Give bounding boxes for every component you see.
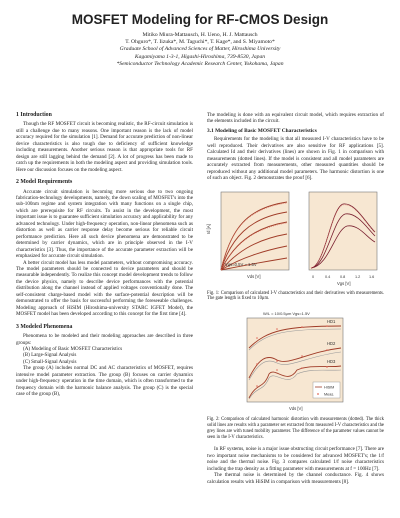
author-line: T. Ohguro*, T. Iizuka*, M. Taguchi*, T. Kage*, and S. Miyamoto* [125,39,275,46]
section-heading: 2 Model Requirements [16,179,73,186]
legend-item: Meas. [324,392,335,397]
section-heading: 1 Introduction [16,112,52,118]
list-item: (A) Modeling of Basic MOSFET Characteristics [23,345,123,352]
hd3-label: HD3 [327,359,336,365]
figure-2-caption: Fig. 2: Comparison of calculated harmonic distortion with measurements (dotted). The thick solid lines are results with a parameter set extracted from measured I-V characteristics and the grey lines are with tuned mobility parameter. The difference of the parameter values cannot be seen in the I-V characteristics. [207,417,384,440]
author-line: Mitiko Miura-Mattausch, H. Ueno, H. J. Mattausch [142,32,258,38]
figure-1-caption: Fig. 1: Comparison of calculated I-V characteristics and their derivatives with measurements. The gate length is fixed to 10μm. [207,290,384,302]
legend-item: HiSIM [324,385,335,390]
annotation: Vgs=0.5V ~ 1.5V [225,261,257,267]
y-axis-label: Id [A] [206,223,211,234]
address-line: Kagamiyama 1-3-1, Higashi-Hiroshima, 739-8530, Japan [134,53,266,60]
phenomena-list [16,346,193,365]
list-item: (B) Large-Signal Analysis [23,352,77,359]
x-axis-label: Vgs [V] [337,280,351,286]
paragraph: Phenomena to be modeled and their modeling approaches are described in three groups: [16,333,193,346]
section-heading: 3 Modeled Phenomena [16,323,73,330]
figure-2 [207,308,384,414]
paragraph: Requirements for the modeling is that all measured I-V characteristics have to be well reproduced. Their derivatives are also sensitive for RF applications [5]. Calculated Id and their derivatives (lines) are shown in Fig. 1 in comparison with measurements (dotted lines). If the model is consistent and all model parameters are accurately extracted from measurements, other measured quantities should be reproduced without any additional model parameters. The harmonic distortion is one of such an object. Fig. 2 demonstrates the proof [6]. [207,136,384,182]
legend-swatch [317,393,319,395]
x-axis-label: Vds [V] [247,273,261,279]
tick-label: 1.2 [355,274,361,279]
figure-2-plot [207,308,384,414]
author-block [0,32,400,68]
x-axis-label: Vds [V] [289,406,303,412]
paragraph: The thermal noise is determined by the channel conductance. Fig. 4 shows calculation results with HiSIM in comparison with measurements [8]. [207,472,384,485]
tick-label: 1.6 [369,274,375,279]
left-column [16,112,193,398]
paper-title: MOSFET Modeling for RF-CMOS Design [71,12,329,27]
hd2-label: HD2 [327,341,336,347]
affiliation-line: Graduate School of Advanced Sciences of Matter, Hiroshima University [119,46,281,53]
right-column [207,112,384,485]
paragraph: Accurate circuit simulation is becoming more serious due to two ongoing fabrication-technology developments, namely, the down scaling of MOSFET's into the sub-100nm regime and system integration with many functions on a single chip, which are prerequisite for RF circuits. To assist in the development, the most important issue is to guarantee sufficient simulation accuracy and applicability for any advanced technology. Under high-frequency operation, non-linear phenomena such as distortion as well as carrier response delay become serious for reliable circuit performance prediction. Here all such device phenomena are demonstrated to be determined by carrier dynamics, which are in principle observed in the I-V characteristics [3]. Thus, the importance of the accurate parameter extraction will be emphasized for accurate circuit simulation. [16,188,193,260]
paragraph: In RF systems, noise is a major issue obstructing circuit performance [7]. There are two important noise mechanisms to be considered for advanced MOSFET's; the 1/f noise and the thermal noise. Fig. 3 compares calculated 1/f noise characteristics including the trap density as a fitting parameter with measurements at f = 100Hz [7]. [207,446,384,472]
tick-label: 0 [312,274,315,279]
hd1-label: HD1 [327,319,336,325]
figure-header: W/L = 10/0.5μm Vgs=1.5V [263,311,310,317]
subsection-heading: 3.1 Modeling of Basic MOSFET Characteristics [207,127,317,134]
tick-label: 0.4 [325,274,331,279]
paragraph: Though the RF MOSFET circuit is becoming realistic, the RF-circuit simulation is still a challenge due to many reasons. One important reason is the lack of model accuracy required for the simulation [1]. Demand for accurate prediction of non-linear device characteristics is also tough due to deficiency of sufficient knowledge including measurements. Another serious reason is that appropriate tools for RF design are still lagging behind the demand [2]. A lot of progress has been made to catch up the requirements in both the modeling aspect and providing simulation tools. Here our discussion focuses on the modeling aspect. [16,121,193,173]
paragraph: A better circuit model has less model parameters, without compromising accuracy. The model parameters should be connected to device parameters and should be measurable independently. To realize this concept model development trends to follow the device physics, namely to describe device performances with the potential distribution along the channel instead of applied voltages conventionally done. The self-consistent charge-based model with the surface-potential description will be demonstrated to offer the basis for successful performing the foreseeable challenges. Modeling approach of HiSIM (Hiroshima-university STARC IGFET Model), the MOSFET model has been developed according to this concept for the first time [4]. [16,259,193,318]
affiliation-line: *Semiconductor Technology Academic Research Center, Yokohama, Japan [116,60,284,67]
paragraph: The group (A) includes normal DC and AC characteristics of MOSFET, requires intensive model parameter extraction. The group (B) focuses on carrier dynamics under high-frequency operation in the time domain, which is often transformed to the frequency domain with the harmonic balance analysis. The group (C) is the special case of the group (B), [16,365,193,398]
figure-1 [207,188,384,288]
figure-1-plot [207,188,384,288]
paragraph: The modeling is done with an equivalent circuit model, which requires extraction of the elements included in the circuit. [207,112,384,125]
tick-label: 0.8 [340,274,346,279]
list-item: (C) Small-Signal Analysis [23,358,77,365]
